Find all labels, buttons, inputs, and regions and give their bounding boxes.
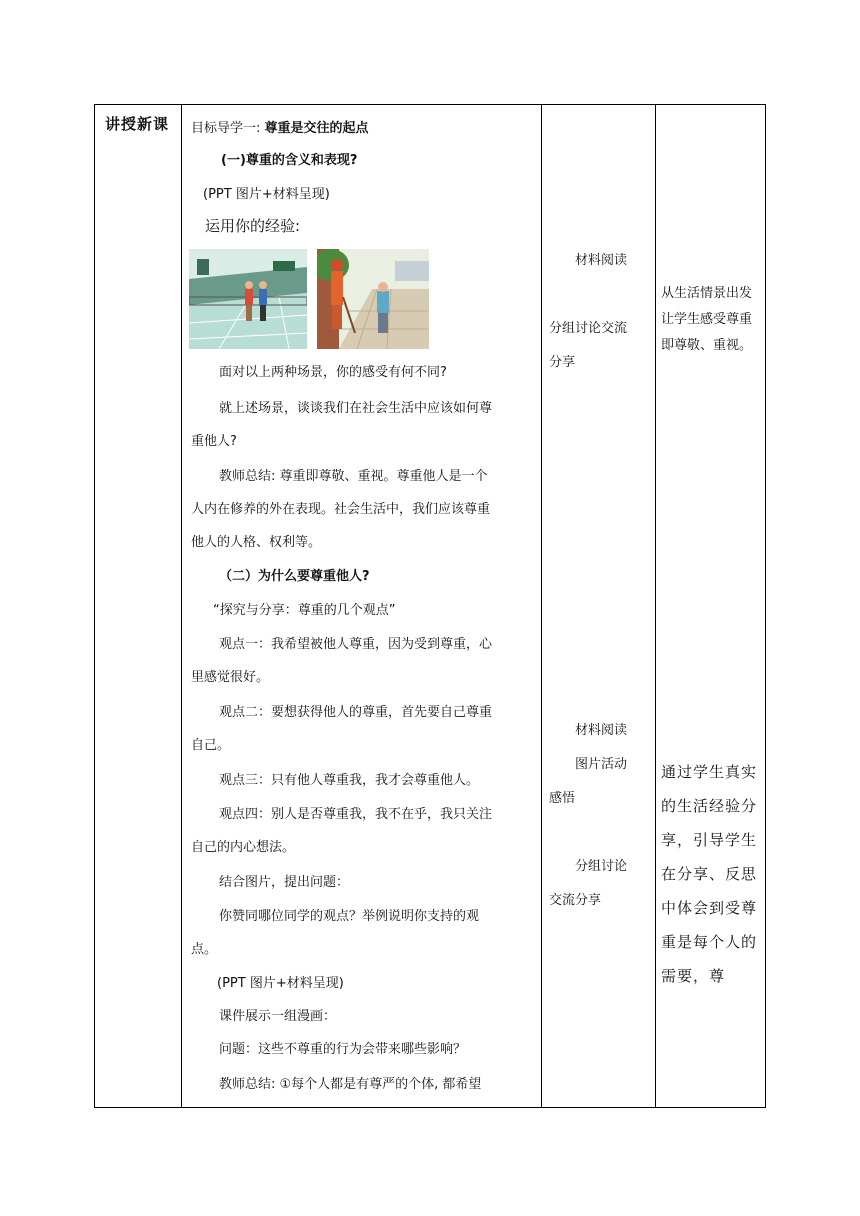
agree-question-line-1: 你赞同哪位同学的观点？举例说明你支持的观 — [219, 909, 480, 924]
subheading-2: （二）为什么要尊重他人? — [219, 569, 370, 584]
summary-1-line-1: 教师总结: 尊重即尊敬、重视。尊重他人是一个 — [219, 469, 488, 484]
activity-picture-line-1: 图片活动 — [575, 757, 628, 772]
impact-question: 问题：这些不尊重的行为会带来哪些影响？ — [219, 1042, 467, 1057]
viewpoint-2-line-1: 观点二：要想获得他人的尊重，首先要自己尊重 — [219, 705, 493, 720]
agree-question-line-2: 点。 — [191, 942, 218, 957]
lesson-table — [94, 104, 766, 1108]
question-1: 面对以上两种场景，你的感受有何不同? — [219, 365, 447, 380]
ppt-note-2: (PPT 图片+材料呈现) — [217, 976, 344, 991]
activity-group-discussion-line-1: 分组讨论交流 — [549, 321, 628, 336]
activity-group-discuss-line-1: 分组讨论 — [575, 859, 628, 874]
viewpoint-4-line-1: 观点四：别人是否尊重我，我不在乎，我只关注 — [219, 807, 493, 822]
goal-main: 尊重是交往的起点 — [264, 121, 369, 136]
ppt-note-1: (PPT 图片+材料呈现) — [203, 187, 330, 202]
goal-title — [191, 117, 369, 136]
intent-1: 从生活情景出发让学生感受尊重即尊敬、重视。 — [661, 286, 753, 353]
subheading-1: (一)尊重的含义和表现? — [221, 153, 358, 168]
experience-label: 运用你的经验: — [205, 217, 301, 235]
explore-title: “探究与分享：尊重的几个观点” — [213, 603, 396, 618]
activity-picture-line-2: 感悟 — [549, 791, 576, 806]
activity-column — [541, 105, 655, 1107]
viewpoint-4-line-2: 自己的内心想法。 — [191, 840, 296, 855]
question-2-line-1: 就上述场景，谈谈我们在社会生活中应该如何尊 — [219, 401, 493, 416]
content-column — [181, 105, 541, 1107]
combine-prompt: 结合图片，提出问题： — [219, 875, 350, 890]
goal-prefix: 目标导学一: — [191, 121, 261, 136]
question-2-line-2: 重他人? — [191, 434, 237, 449]
scene-badminton-image — [189, 249, 307, 349]
activity-material-reading-2: 材料阅读 — [575, 723, 628, 738]
activity-material-reading-1: 材料阅读 — [575, 253, 628, 268]
summary-1-line-2: 人内在修养的外在表现。社会生活中，我们应该尊重 — [191, 502, 491, 517]
activity-group-discussion-line-2: 分享 — [549, 355, 576, 370]
viewpoint-3: 观点三：只有他人尊重我，我才会尊重他人。 — [219, 773, 480, 788]
intent-2: 通过学生真实的生活经验分享，引导学生在分享、反思中体会到受尊重是每个人的需要，尊 — [661, 763, 758, 985]
viewpoint-2-line-2: 自己。 — [191, 738, 231, 753]
intent-column — [655, 105, 765, 1107]
scene-street-image — [317, 249, 429, 349]
summary-1-line-3: 他人的人格、权利等。 — [191, 535, 322, 550]
courseware-note: 课件展示一组漫画： — [219, 1009, 337, 1024]
section-column — [95, 105, 181, 1107]
summary-2: 教师总结: ①每个人都是有尊严的个体, 都希望 — [219, 1077, 482, 1092]
section-label: 讲授新课 — [105, 115, 170, 133]
viewpoint-1-line-2: 里感觉很好。 — [191, 670, 270, 685]
activity-group-discuss-line-2: 交流分享 — [549, 893, 602, 908]
viewpoint-1-line-1: 观点一：我希望被他人尊重，因为受到尊重，心 — [219, 637, 493, 652]
